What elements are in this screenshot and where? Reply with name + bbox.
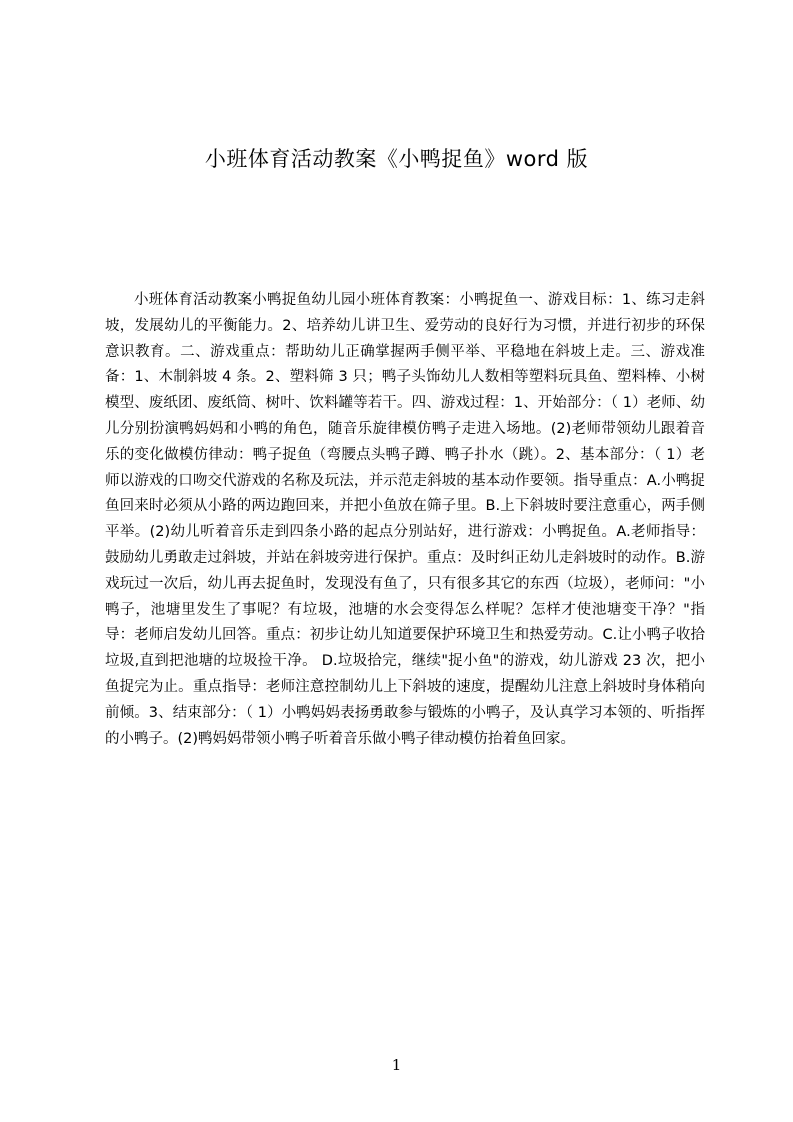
- page-number: 1: [391, 1056, 402, 1074]
- document-body-paragraph: 小班体育活动教案小鸭捉鱼幼儿园小班体育教案：小鸭捉鱼一、游戏目标：1、练习走斜坡，发展幼儿的平衡能力。2、培养幼儿讲卫生、爱劳动的良好行为习惯，并进行初步的环保意识教育。二、游戏重点：帮助幼儿正确掌握两手侧平举、平稳地在斜坡上走。三、游戏准备：1、木制斜坡 4 条。2、塑料筛 3 只；鸭子头饰幼儿人数相等塑料玩具鱼、塑料棒、小树模型、废纸团、废纸筒、树叶、饮料罐等若干。四、游戏过程：1、开始部分：（ 1）老师、幼儿分别扮演鸭妈妈和小鸭的角色，随音乐旋律模仿鸭子走进入场地。(2)老师带领幼儿跟着音乐的变化做模仿律动：鸭子捉鱼（弯腰点头鸭子蹲、鸭子扑水（跳）。2、基本部分：（ 1）老师以游戏的口吻交代游戏的名称及玩法，并示范走斜坡的基本动作要领。指导重点：A.小鸭捉鱼回来时必须从小路的两边跑回来，并把小鱼放在筛子里。B.上下斜坡时要注意重心，两手侧平举。(2)幼儿听着音乐走到四条小路的起点分别站好，进行游戏：小鸭捉鱼。A.老师指导：鼓励幼儿勇敢走过斜坡，并站在斜坡旁进行保护。重点：及时纠正幼儿走斜坡时的动作。B.游戏玩过一次后，幼儿再去捉鱼时，发现没有鱼了，只有很多其它的东西（垃圾），老师问："小鸭子，池塘里发生了事呢？有垃圾，池塘的水会变得怎么样呢？怎样才使池塘变干净？"指导：老师启发幼儿回答。重点：初步让幼儿知道要保护环境卫生和热爱劳动。C.让小鸭子收拾垃圾,直到把池塘的垃圾捡干净。 D.垃圾拾完，继续"捉小鱼"的游戏，幼儿游戏 23 次，把小鱼捉完为止。重点指导：老师注意控制幼儿上下斜坡的速度，提醒幼儿注意上斜坡时身体稍向前倾。3、结束部分：（ 1）小鸭妈妈表扬勇敢参与锻炼的小鸭子，及认真学习本领的、听指挥的小鸭子。(2)鸭妈妈带领小鸭子听着音乐做小鸭子律动模仿抬着鱼回家。: [105, 292, 705, 747]
- document-title: 小班体育活动教案《小鸭捉鱼》word 版: [204, 147, 589, 171]
